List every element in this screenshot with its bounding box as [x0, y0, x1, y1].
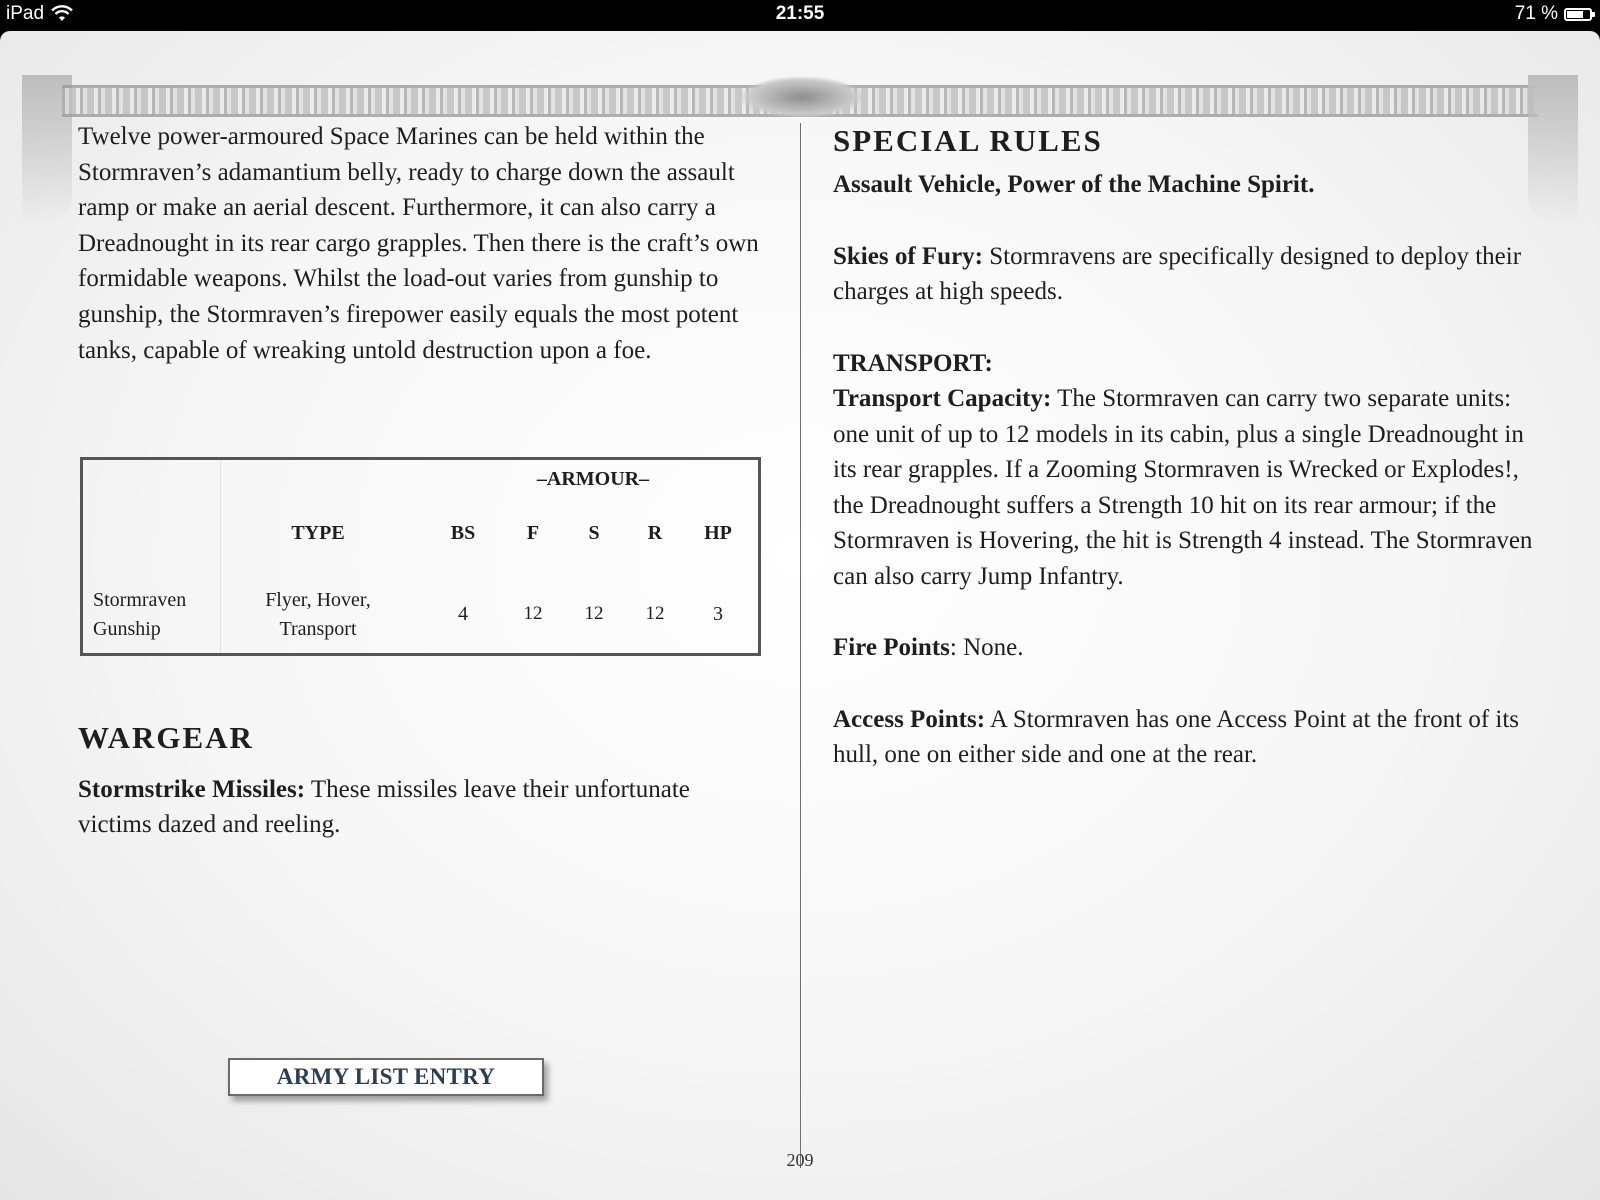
row-bs: 4: [458, 603, 468, 625]
row-type-line1: Flyer, Hover,: [265, 589, 371, 611]
transport-heading: [833, 346, 1533, 382]
army-list-entry-button[interactable]: ARMY LIST ENTRY: [228, 1058, 544, 1096]
access-points-rule: [833, 702, 1533, 773]
row-name-line1: Stormraven: [93, 589, 187, 611]
fire-text: : None.: [949, 634, 1024, 661]
fire-points-rule: [833, 630, 1533, 666]
row-name: [93, 586, 223, 644]
special-rules-summary: [833, 167, 1533, 203]
header-hp: HP: [704, 522, 732, 544]
skies-label: Skies of Fury:: [833, 242, 983, 270]
fire-label: Fire Points: [833, 634, 950, 661]
row-type-line2: Transport: [279, 618, 357, 640]
row-rear: 12: [645, 603, 665, 624]
left-column: [78, 119, 768, 368]
access-text: A Stormraven has one Access Point at the front of its hull, one on either side and one at the rear.: [833, 705, 1520, 768]
transport-heading-text: TRANSPORT:: [833, 349, 993, 377]
frieze-center-emblem: [742, 77, 862, 117]
armour-header: –ARMOUR–: [536, 468, 650, 490]
wargear-item: [78, 772, 768, 842]
transport-capacity-rule: [833, 381, 1533, 594]
row-side: 12: [584, 603, 604, 624]
book-page[interactable]: [0, 31, 1600, 1200]
status-right: [1515, 3, 1592, 25]
row-name-line2: Gunship: [93, 618, 161, 640]
access-label: Access Points:: [833, 705, 986, 733]
intro-paragraph: Twelve power-armoured Space Marines can be held within the Stormraven’s adamantium belly, ready to charge down the assault ramp or make an aerial descent. Furthermore, it can also carry a Dreadnought in its rear cargo grapples. Then there is the craft’s own formidable weapons. Whilst the load-out varies from gunship to gunship, the Stormraven’s firepower easily equals the most potent tanks, capable of wreaking untold destruction upon a foe.: [78, 123, 759, 364]
header-type: TYPE: [291, 522, 345, 544]
header-bs: BS: [450, 522, 476, 544]
device-label: iPad: [6, 3, 45, 24]
status-bar: [0, 0, 1600, 31]
capacity-text: The Stormraven can carry two separate units: one unit of up to 12 models in its cabin, plus a single Dreadnought in its rear grapples. If a Zooming Stormraven is Wrecked or Explodes!, the Dreadnought suffers a Strength 10 hit on its rear armour; if the Stormraven is Hovering, the hit is Strength 4 instead. The Stormraven can also carry Jump Infantry.: [833, 385, 1533, 590]
skies-text: Stormravens are specifically designed to deploy their charges at high speeds.: [833, 242, 1522, 305]
wargear-item-label: Stormstrike Missiles:: [78, 776, 306, 803]
header-front: F: [526, 522, 540, 544]
header-side: S: [588, 522, 600, 544]
stat-table: [80, 457, 761, 656]
special-rules-summary-text: Assault Vehicle, Power of the Machine Spirit.: [833, 171, 1315, 198]
page-number: 209: [786, 1150, 814, 1170]
special-rules-title: SPECIAL RULES: [833, 123, 1103, 158]
wargear-item-text: These missiles leave their unfortunate victims dazed and reeling.: [78, 776, 690, 838]
row-hp: 3: [713, 603, 723, 625]
right-column: [833, 119, 1533, 773]
ornamental-frieze: [22, 55, 1578, 125]
status-time: 21:55: [775, 3, 825, 24]
frieze-right-ornament: [1528, 75, 1578, 225]
battery-fill: [1567, 11, 1583, 18]
skies-of-fury-rule: [833, 239, 1533, 310]
row-front: 12: [523, 603, 543, 624]
wargear-title: WARGEAR: [78, 720, 254, 755]
capacity-label: Transport Capacity:: [833, 385, 1052, 412]
battery-icon: [1564, 8, 1592, 21]
header-rear: R: [647, 522, 663, 544]
row-type: [223, 586, 413, 644]
column-divider: [800, 123, 801, 1168]
battery-percent: 71 %: [1514, 3, 1558, 24]
